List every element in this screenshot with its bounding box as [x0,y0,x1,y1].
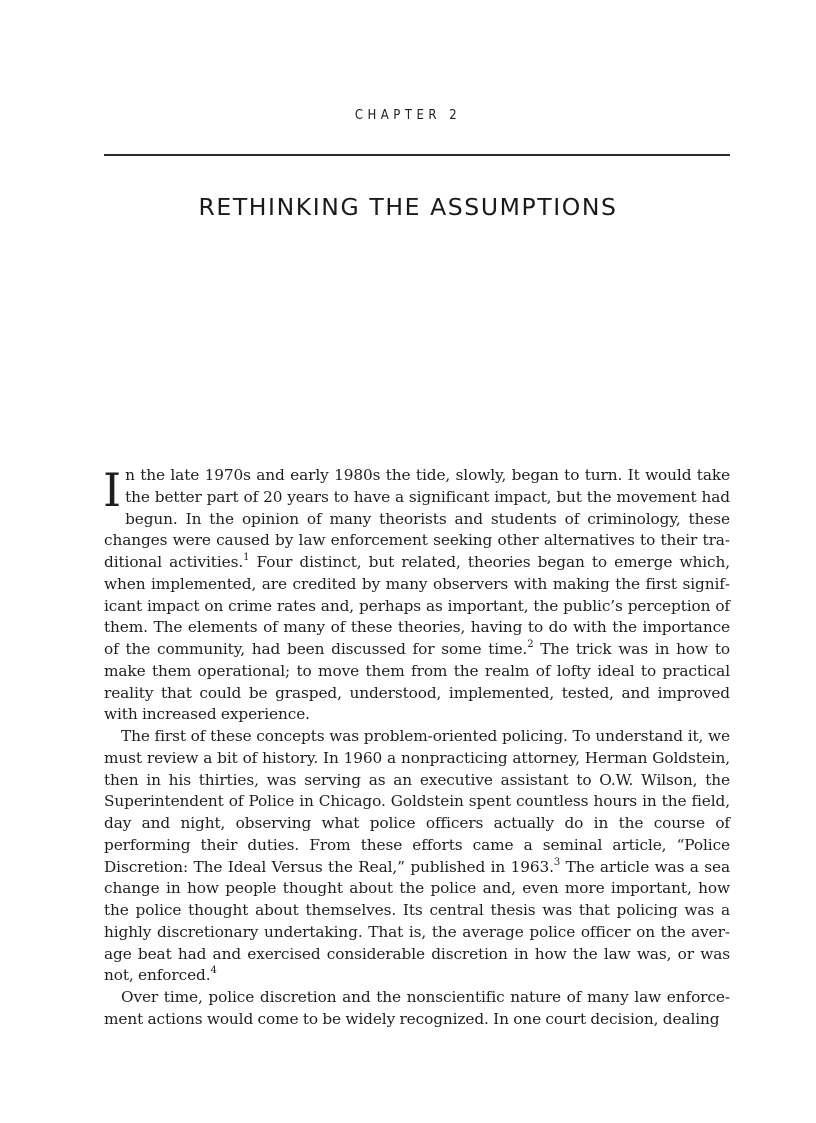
paragraph-2-part-b: The article was a sea change in how people thought about the police and, even more important, how the police thought about themselves. Its central thesis was that policing was a highly discretionary undertaking. That is, the average police officer on the average beat had and exercised considerable discretion in how the law was, or was not, enforced. [104,857,730,985]
paragraph-1-part-c: The trick was in how to make them operational; to move them from the realm of lofty ideal to practical reality that could be grasped, understood, implemented, tested, and improved with increased experience. [104,640,730,724]
paragraph-2-part-a: The first of these concepts was problem-oriented policing. To understand it, we must review a bit of history. In 1960 a nonpracticing attorney, Herman Goldstein, then in his thirties, was serving as an executive assistant to O.W. Wilson, the Superintendent of Police in Chicago. Goldstein spent countless hours in the field, day and night, observing what police officers actually do in the course of performing their duties. From these efforts came a seminal article, “Police Discretion: The Ideal Versus the Real,” published in 1963. [104,727,730,876]
footnote-ref-1[interactable]: 1 [243,552,250,563]
paragraph-3: Over time, police discretion and the nonscientific nature of many law enforcement actions would come to be widely recognized. In one court decision, dealing [104,988,730,1028]
paragraph-1 [104,465,730,726]
paragraph-1-part-b: Four distinct, but related, theories began to emerge which, when implemented, are credited by many observers with making the first significant impact on crime rates and, perhaps as important, the public’s perception of them. The elements of many of these theories, having to do with the importance of the community, had been discussed for some time. [104,553,731,658]
drop-cap: I [103,463,122,517]
body-text [104,465,730,1031]
footnote-ref-4[interactable]: 4 [210,965,217,977]
chapter-title: RETHINKING THE ASSUMPTIONS [198,193,618,221]
footnote-ref-2[interactable]: 2 [527,639,534,650]
chapter-label: CHAPTER 2 [354,108,462,123]
chapter-rule [104,154,730,156]
paragraph-1-part-a: n the late 1970s and early 1980s the tide, slowly, began to turn. It would take the better part of 20 years to have a significant impact, but the movement had begun. In the opinion of many theorists and students of criminology, these changes were caused by law enforcement seeking other alternatives to their traditional activities. [104,466,730,571]
paragraph-2 [104,726,730,987]
footnote-ref-3[interactable]: 3 [553,856,561,868]
